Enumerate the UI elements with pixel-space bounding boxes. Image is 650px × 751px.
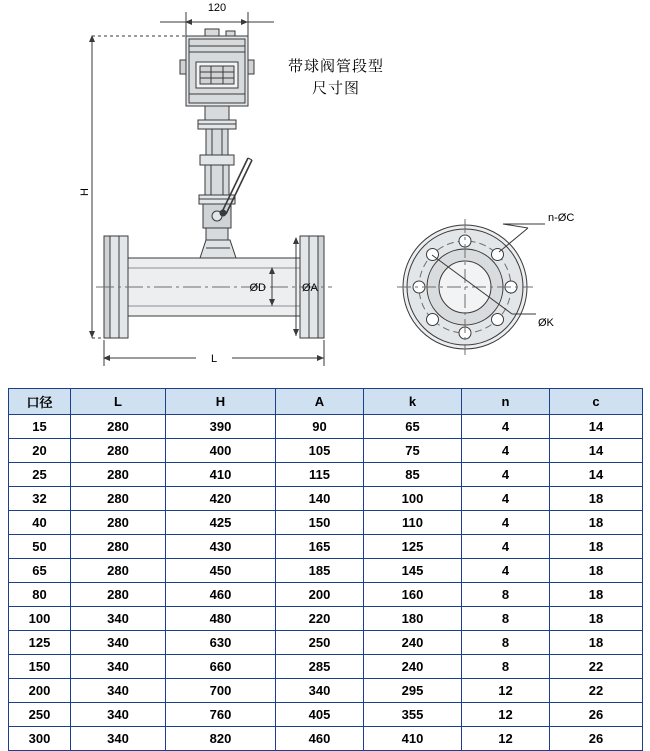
cell-k: 85 <box>364 463 462 487</box>
cell-diameter: 125 <box>9 631 71 655</box>
label-height-H: H <box>79 188 91 196</box>
cell-k: 110 <box>364 511 462 535</box>
label-inner-dia: ØD <box>249 282 266 294</box>
cell-k: 240 <box>364 655 462 679</box>
cell-c: 18 <box>550 583 643 607</box>
cell-c: 26 <box>550 703 643 727</box>
label-bolt-circle: ØK <box>538 317 554 329</box>
cell-A: 165 <box>276 535 364 559</box>
label-bolt-holes: n-ØC <box>548 212 575 224</box>
cell-c: 14 <box>550 439 643 463</box>
cell-L: 280 <box>71 439 166 463</box>
cell-A: 220 <box>276 607 364 631</box>
table-row <box>9 487 643 511</box>
cell-diameter: 50 <box>9 535 71 559</box>
cell-n: 12 <box>462 727 550 751</box>
table-row <box>9 559 643 583</box>
cell-diameter: 150 <box>9 655 71 679</box>
diagram-title-line2: 尺寸图 <box>312 79 361 97</box>
col-header-n: n <box>462 389 550 415</box>
diagram-title-line1: 带球阀管段型 <box>288 57 385 75</box>
cell-c: 22 <box>550 679 643 703</box>
cell-A: 250 <box>276 631 364 655</box>
cell-H: 400 <box>166 439 276 463</box>
cell-n: 4 <box>462 439 550 463</box>
cell-L: 340 <box>71 655 166 679</box>
table-row <box>9 631 643 655</box>
cell-A: 185 <box>276 559 364 583</box>
table-row <box>9 679 643 703</box>
cell-A: 340 <box>276 679 364 703</box>
cell-k: 410 <box>364 727 462 751</box>
transmitter-neck <box>198 106 236 155</box>
cell-k: 355 <box>364 703 462 727</box>
cell-A: 90 <box>276 415 364 439</box>
dimension-table-container <box>8 388 642 751</box>
cell-k: 65 <box>364 415 462 439</box>
cell-H: 460 <box>166 583 276 607</box>
cell-n: 4 <box>462 463 550 487</box>
cell-c: 14 <box>550 463 643 487</box>
cell-diameter: 20 <box>9 439 71 463</box>
ball-valve-assembly <box>199 155 252 240</box>
label-top-width: 120 <box>207 2 227 14</box>
cell-diameter: 300 <box>9 727 71 751</box>
cell-L: 280 <box>71 415 166 439</box>
cell-c: 18 <box>550 511 643 535</box>
cell-c: 18 <box>550 559 643 583</box>
cell-L: 340 <box>71 703 166 727</box>
cell-diameter: 65 <box>9 559 71 583</box>
table-row <box>9 415 643 439</box>
col-header-A: A <box>276 389 364 415</box>
label-outer-dia: ØA <box>302 282 318 294</box>
col-header-diameter: 口径 <box>9 389 71 415</box>
cell-n: 4 <box>462 559 550 583</box>
cell-A: 285 <box>276 655 364 679</box>
table-row <box>9 439 643 463</box>
cell-c: 26 <box>550 727 643 751</box>
cell-A: 105 <box>276 439 364 463</box>
cell-L: 280 <box>71 535 166 559</box>
cell-L: 340 <box>71 727 166 751</box>
cell-k: 100 <box>364 487 462 511</box>
cell-c: 18 <box>550 631 643 655</box>
col-header-c: c <box>550 389 643 415</box>
cell-n: 4 <box>462 535 550 559</box>
cell-diameter: 15 <box>9 415 71 439</box>
cell-H: 480 <box>166 607 276 631</box>
cell-A: 200 <box>276 583 364 607</box>
cell-H: 425 <box>166 511 276 535</box>
cell-n: 8 <box>462 655 550 679</box>
cell-k: 125 <box>364 535 462 559</box>
cell-H: 660 <box>166 655 276 679</box>
cell-L: 340 <box>71 607 166 631</box>
cell-L: 280 <box>71 583 166 607</box>
cell-k: 240 <box>364 631 462 655</box>
cell-n: 8 <box>462 607 550 631</box>
col-header-H: H <box>166 389 276 415</box>
cell-k: 145 <box>364 559 462 583</box>
cell-k: 180 <box>364 607 462 631</box>
cell-n: 4 <box>462 415 550 439</box>
cell-n: 4 <box>462 487 550 511</box>
cell-L: 280 <box>71 511 166 535</box>
cell-H: 700 <box>166 679 276 703</box>
table-row <box>9 535 643 559</box>
cell-A: 115 <box>276 463 364 487</box>
flange-face-view <box>397 219 545 355</box>
table-header-row <box>9 389 643 415</box>
cell-c: 18 <box>550 607 643 631</box>
cell-n: 8 <box>462 583 550 607</box>
cell-H: 820 <box>166 727 276 751</box>
cell-diameter: 250 <box>9 703 71 727</box>
cell-H: 410 <box>166 463 276 487</box>
cell-diameter: 40 <box>9 511 71 535</box>
cell-c: 18 <box>550 487 643 511</box>
cell-L: 340 <box>71 631 166 655</box>
label-length-L: L <box>210 353 218 365</box>
cell-c: 22 <box>550 655 643 679</box>
pipe-body <box>96 236 332 338</box>
cell-L: 280 <box>71 487 166 511</box>
cell-A: 140 <box>276 487 364 511</box>
col-header-L: L <box>71 389 166 415</box>
table-row <box>9 463 643 487</box>
table-row <box>9 607 643 631</box>
cell-H: 630 <box>166 631 276 655</box>
cell-c: 14 <box>550 415 643 439</box>
cell-n: 4 <box>462 511 550 535</box>
cell-n: 12 <box>462 679 550 703</box>
cell-H: 430 <box>166 535 276 559</box>
cell-n: 12 <box>462 703 550 727</box>
cell-L: 340 <box>71 679 166 703</box>
cell-k: 75 <box>364 439 462 463</box>
cell-diameter: 32 <box>9 487 71 511</box>
cell-A: 405 <box>276 703 364 727</box>
cell-c: 18 <box>550 535 643 559</box>
col-header-k: k <box>364 389 462 415</box>
table-row <box>9 703 643 727</box>
cell-diameter: 200 <box>9 679 71 703</box>
table-row <box>9 511 643 535</box>
table-row <box>9 655 643 679</box>
cell-n: 8 <box>462 631 550 655</box>
cell-H: 760 <box>166 703 276 727</box>
table-body <box>9 415 643 751</box>
cell-diameter: 80 <box>9 583 71 607</box>
cell-diameter: 25 <box>9 463 71 487</box>
cell-L: 280 <box>71 559 166 583</box>
dimension-table <box>8 388 643 751</box>
diagram-title <box>288 55 384 99</box>
cell-k: 295 <box>364 679 462 703</box>
cell-k: 160 <box>364 583 462 607</box>
cell-H: 450 <box>166 559 276 583</box>
cell-A: 150 <box>276 511 364 535</box>
table-row <box>9 727 643 751</box>
cell-H: 390 <box>166 415 276 439</box>
transmitter-housing <box>180 29 254 106</box>
table-row <box>9 583 643 607</box>
cell-A: 460 <box>276 727 364 751</box>
cell-L: 280 <box>71 463 166 487</box>
cell-diameter: 100 <box>9 607 71 631</box>
cell-H: 420 <box>166 487 276 511</box>
